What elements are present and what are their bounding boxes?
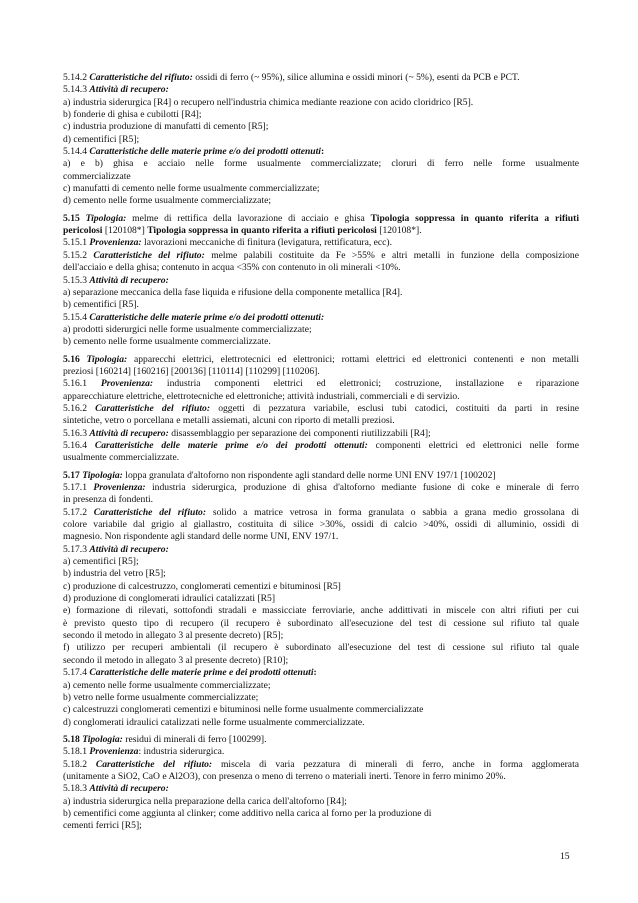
text-run: oggetti di pezzatura variabile, esclusi tubi catodici, costituiti da parti in resine (210, 402, 579, 414)
text-run: b) vetro nelle forme usualmente commercializzate; (63, 691, 259, 703)
text-run: ossidi di ferro (~ 95%), silice allumina e ossidi minori (~ 5%), esenti da PCB e PCT. (192, 72, 520, 83)
emphasized-text: Tipologia soppressa in quanto riferita a rifiuti pericolosi (147, 225, 377, 237)
text-run: 5.15.3 (63, 274, 90, 286)
text-run: c) calcestruzzi conglomerati cementizi e bituminosi nelle forme usualmente commercializzate (63, 704, 424, 716)
text-line (63, 428, 579, 440)
text-run: b) cementifici come aggiunta al clinker; come additivo nella carica al forno per la produzione di (63, 807, 432, 819)
text-run: sintetiche, vetro o porcellana e metalli assiemati, alcuni con riporto di metalli preziosi. (63, 415, 395, 427)
text-line (63, 171, 579, 183)
text-run: miscela di varia pezzatura di minerali di ferro, anche in forma agglomerata (212, 758, 579, 770)
text-run: loppa granulata d'altoforno non rispondente agli standard delle norme UNI ENV 197/1 [100202] (122, 469, 496, 481)
emphasized-text: Tipologia: (86, 353, 128, 365)
text-run: 5.16.1 (63, 378, 101, 390)
emphasized-text: Tipologia: (85, 212, 127, 224)
text-run: 5.16.3 (63, 427, 90, 439)
text-run: solido a matrice vetrosa in forma granulata o sabbia a grana medio grossolana di (206, 506, 579, 518)
text-run: c) industria produzione di manufatti di cemento [R5]; (63, 121, 269, 133)
emphasized-text: Caratteristiche del rifiuto: (93, 506, 207, 518)
text-line (63, 121, 579, 133)
text-run: secondo il metodo in allegato 3 al presente decreto) [R10]; (63, 654, 289, 666)
text-run: 5.15.1 (63, 237, 90, 249)
emphasized-text: Caratteristiche del rifiuto: (95, 402, 211, 414)
text-line (63, 734, 579, 746)
text-line (63, 213, 579, 225)
text-run: apparecchiature elettriche, elettrotecniche ed elettroniche; attività industriali, commerciali e di servizio. (63, 390, 460, 402)
text-run: a) prodotti siderurgici nelle forme usualmente commercializzate; (63, 323, 312, 335)
emphasized-text: pericolosi (63, 225, 103, 237)
text-run: magnesio. Non rispondente agli standard delle norme UNI, ENV 197/1. (63, 531, 339, 543)
text-run: cementi ferrici [R5]; (63, 820, 142, 832)
text-run: [120108*] (102, 225, 148, 237)
text-line (63, 717, 579, 729)
text-line (63, 796, 579, 808)
text-run: dell'acciaio e della ghisa; contenuto in acqua <35% con contenuto in oli minerali <10%. (63, 262, 401, 274)
text-line (63, 158, 579, 170)
text-line (63, 366, 579, 378)
text-run: industria componenti elettrici ed elettronici; costruzione, installazione e riparazione (153, 378, 579, 390)
text-line (63, 183, 579, 195)
text-run: b) fonderie di ghisa e cubilotti [R4]; (63, 109, 202, 121)
text-line (63, 568, 579, 580)
text-line (63, 494, 579, 506)
emphasized-text: Caratteristiche delle materie prime e/o dei prodotti ottenuti: (89, 311, 325, 323)
text-line (63, 482, 579, 494)
text-run: 5.18.1 (63, 746, 90, 758)
text-line (63, 134, 579, 146)
text-run: 5.17.4 (63, 667, 90, 679)
text-run: è previsto questo tipo di recupero (il recupero è subordinato all'esecuzione del test di cessione sul rifiuto tal quale (63, 617, 579, 629)
emphasized-text: Attività di recupero: (89, 84, 169, 96)
emphasized-text: Tipologia: (82, 733, 123, 745)
emphasized-text: Provenienza: (89, 237, 142, 249)
emphasized-text: Provenienza: (93, 482, 146, 493)
emphasized-text: Provenienza: (100, 378, 154, 390)
text-run: [120108*]. (376, 225, 422, 237)
text-line (63, 336, 579, 348)
text-line (63, 507, 579, 519)
text-run: 5.15.2 (63, 249, 94, 261)
emphasized-text: Tipologia: (82, 469, 123, 481)
text-line (63, 618, 579, 630)
emphasized-text: Caratteristiche delle materie prime e/o dei prodotti ottenuti: (94, 439, 368, 451)
emphasized-text: 5.18 (63, 733, 83, 745)
text-run: f) utilizzo per recuperi ambientali (il recupero è subordinato all'esecuzione del test di cessione sul rifiuto tal quale (63, 642, 579, 654)
emphasized-text: 5.17 (63, 469, 83, 481)
text-run: d) cemento nelle forme usualmente commercializzate; (63, 195, 272, 207)
text-line (63, 299, 579, 311)
text-line (63, 324, 579, 336)
text-run: 5.17.2 (63, 506, 94, 518)
text-run: c) manufatti di cemento nelle forme usualmente commercializzate; (63, 183, 320, 195)
text-line (63, 605, 579, 617)
emphasized-text: : (320, 146, 325, 158)
text-line (63, 287, 579, 299)
emphasized-text: Caratteristiche del rifiuto: (95, 758, 213, 770)
text-line (63, 470, 579, 482)
text-run: melme palabili costituite da Fe >55% e altri metalli in funzione della composizione (204, 249, 579, 261)
text-line (63, 403, 579, 415)
emphasized-text: Caratteristiche del rifiuto: (93, 249, 205, 261)
text-line (63, 655, 579, 667)
text-run: usualmente commercializzate. (63, 452, 180, 464)
text-run: b) cementifici [R5]. (63, 299, 139, 311)
text-line (63, 593, 579, 605)
text-run: b) cemento nelle forme usualmente commercializzate. (63, 336, 271, 348)
text-line (63, 312, 579, 324)
text-line (63, 759, 579, 771)
text-run: secondo il metodo in allegato 3 al presente decreto) [R5]; (63, 630, 284, 642)
text-run: b) industria del vetro [R5]; (63, 568, 166, 580)
text-line (63, 820, 579, 832)
text-run: residui di minerali di ferro [100299]. (122, 733, 267, 745)
text-run: commercializzate (63, 170, 131, 182)
text-line (63, 630, 579, 642)
emphasized-text: 5.16 (63, 353, 87, 365)
text-line (63, 808, 579, 820)
text-run: apparecchi elettrici, elettrotecnici ed elettronici; rottami elettrici ed elettronici contenenti e non metalli (127, 353, 579, 365)
text-line (63, 97, 579, 109)
text-run: : industria siderurgica. (138, 746, 225, 758)
emphasized-text: Caratteristiche delle materie prime e dei prodotti ottenuti (89, 667, 314, 679)
text-line (63, 783, 579, 795)
text-run: a) cementifici [R5]; (63, 556, 139, 568)
text-run: d) produzione di conglomerati idraulici catalizzati [R5] (63, 593, 276, 605)
document-body (63, 72, 579, 833)
text-line (63, 378, 579, 390)
text-run: colore variabile dal grigio al giallastro, costituita di silice >30%, ossidi di calcio >40%, ossidi di alluminio, ossidi di (63, 519, 579, 531)
text-run: industria siderurgica, produzione di ghisa d'altoforno mediante fusione di coke e minerale di ferro (145, 482, 579, 493)
text-line (63, 146, 579, 158)
text-run: 5.18.2 (63, 758, 96, 770)
text-run: 5.14.3 (63, 84, 90, 96)
text-line (63, 237, 579, 249)
text-line (63, 692, 579, 704)
text-line (63, 415, 579, 427)
text-run: a) industria siderurgica [R4] o recupero nell'industria chimica mediante reazione con acido cloridrico [R5]. (63, 96, 474, 108)
text-line (63, 746, 579, 758)
text-run: 5.14.4 (63, 146, 90, 158)
text-line (63, 109, 579, 121)
text-run: 5.16.4 (63, 439, 95, 451)
text-run: a) separazione meccanica della fase liquida e rifusione della componente metallica [R4]. (63, 286, 403, 298)
emphasized-text: Attività di recupero: (89, 274, 169, 286)
text-line (63, 262, 579, 274)
emphasized-text: Caratteristiche delle materie prime e/o dei prodotti ottenuti (89, 146, 321, 158)
text-line (63, 704, 579, 716)
text-line (63, 391, 579, 403)
text-line (63, 667, 579, 679)
text-line (63, 84, 579, 96)
text-run: componenti elettrici ed elettronici nelle forme (367, 439, 579, 451)
text-line (63, 771, 579, 783)
text-line (63, 440, 579, 452)
emphasized-text: Caratteristiche del rifiuto: (89, 72, 193, 83)
text-line (63, 250, 579, 262)
text-line (63, 275, 579, 287)
text-run: melme di rettifica della lavorazione di acciaio e ghisa (126, 212, 371, 224)
text-run: 5.15.4 (63, 311, 90, 323)
text-run: 5.14.2 (63, 72, 90, 83)
text-run: disassemblaggio per separazione dei componenti riutilizzabili [R4]; (168, 427, 431, 439)
text-run: c) produzione di calcestruzzo, conglomerati cementizi e bituminosi [R5] (63, 580, 341, 592)
emphasized-text: Attività di recupero: (89, 783, 169, 795)
text-line (63, 225, 579, 237)
text-line (63, 544, 579, 556)
emphasized-text: : (313, 667, 317, 679)
text-run: e) formazione di rilevati, sottofondi stradali e massicciate ferroviarie, anche addittivati in miscele con altri rifiuti per cui (63, 605, 579, 617)
text-line (63, 354, 579, 366)
text-run: 5.18.3 (63, 783, 90, 795)
text-line (63, 581, 579, 593)
text-line (63, 519, 579, 531)
text-line (63, 195, 579, 207)
text-run: 5.17.1 (63, 482, 94, 493)
emphasized-text: Provenienza (89, 746, 139, 758)
text-run: 5.17.3 (63, 543, 90, 555)
emphasized-text: 5.15 (63, 212, 86, 224)
text-line (63, 680, 579, 692)
text-run: in presenza di fondenti. (63, 494, 154, 506)
emphasized-text: Attività di recupero: (89, 543, 169, 555)
text-run: d) conglomerati idraulici catalizzati nelle forme usualmente commercializzate. (63, 716, 365, 728)
text-run: lavorazioni meccaniche di finitura (levigatura, rettificatura, ecc). (141, 237, 392, 249)
emphasized-text: Tipologia soppressa in quanto riferita a rifiuti (370, 212, 580, 224)
text-run: preziosi [160214] [160216] [200136] [110114] [110299] [110206]. (63, 365, 320, 377)
text-run: a) industria siderurgica nella preparazione della carica dell'altoforno [R4]; (63, 795, 347, 807)
text-run: a) e b) ghisa e acciaio nelle forme usualmente commercializzate; cloruri di ferro nelle forme usualmente (63, 158, 579, 170)
text-line (63, 72, 579, 84)
page-number: 15 (560, 851, 570, 862)
text-run: (unitamente a SiO2, CaO e Al2O3), con presenza o meno di terreno o materiali inerti. Tenore in ferro minimo 20%. (63, 770, 506, 782)
emphasized-text: Attività di recupero: (89, 427, 169, 439)
text-run: a) cemento nelle forme usualmente commercializzate; (63, 679, 271, 691)
text-line (63, 452, 579, 464)
text-line (63, 642, 579, 654)
text-run: d) cementifici [R5]; (63, 133, 140, 145)
text-line (63, 556, 579, 568)
text-line (63, 531, 579, 543)
text-run: 5.16.2 (63, 402, 96, 414)
